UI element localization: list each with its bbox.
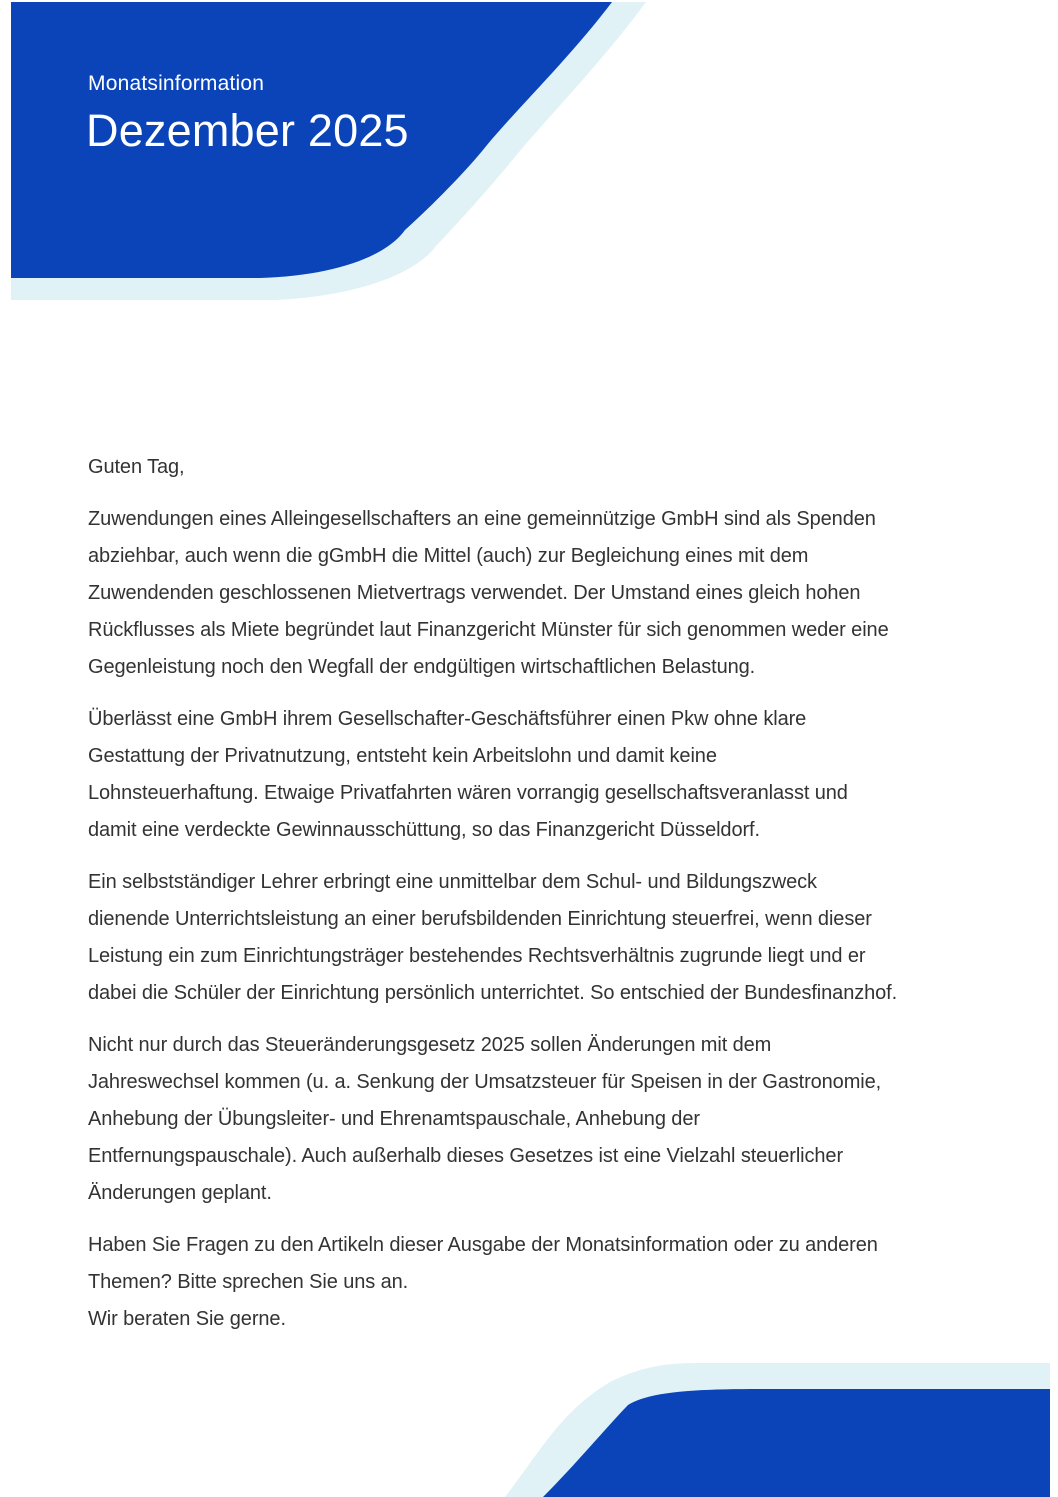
page-title: Dezember 2025: [86, 105, 409, 156]
paragraph-steueraenderungsgesetz: Nicht nur durch das Steueränderungsgesetz 2025 sollen Änderungen mit dem Jahreswechsel kommen (u. a. Senkung der Umsatzsteuer für Speisen in der Gastronomie, Anhebung der Übungsleiter- und Ehrenamtspauschale, Anhebung der Entfernungspauschale). Auch außerhalb dieses Gesetzes ist eine Vielzahl steuerlicher Änderungen geplant.: [88, 1034, 882, 1204]
paragraph-closing: Haben Sie Fragen zu den Artikeln dieser Ausgabe der Monatsinformation oder zu anderen Themen? Bitte sprechen Sie uns an. Wir beraten Sie gerne.: [88, 1234, 878, 1330]
header-text-block: [88, 70, 409, 157]
greeting-line: Guten Tag,: [88, 456, 185, 478]
paragraph-lehrer: Ein selbstständiger Lehrer erbringt eine unmittelbar dem Schul- und Bildungszweck dienende Unterrichtsleistung an einer berufsbildenden Einrichtung steuerfrei, wenn dieser Leistung ein zum Einrichtungsträger bestehendes Rechtsverhältnis zugrunde liegt und er dabei die Schüler der Einrichtung persönlich unterrichtet. So entschied der Bundesfinanzhof.: [88, 871, 898, 1004]
newsletter-type-label: Monatsinformation: [88, 72, 265, 95]
paragraph-donations: Zuwendungen eines Alleingesellschafters an eine gemeinnützige GmbH sind als Spenden abziehbar, auch wenn die gGmbH die Mittel (auch) zur Begleichung eines mit dem Zuwendenden geschlossenen Mietvertrags verwendet. Der Umstand eines gleich hohen Rückflusses als Miete begründet laut Finanzgericht Münster für sich genommen weder eine Gegenleistung noch den Wegfall der endgültigen wirtschaftlichen Belastung.: [88, 508, 889, 678]
letter-body: [88, 449, 968, 1353]
footer-wave-shape: [0, 1357, 1058, 1497]
paragraph-pkw: Überlässt eine GmbH ihrem Gesellschafter-Geschäftsführer einen Pkw ohne klare Gestattung der Privatnutzung, entsteht kein Arbeitslohn und damit keine Lohnsteuerhaftung. Etwaige Privatfahrten wären vorrangig gesellschaftsveranlasst und damit eine verdeckte Gewinnausschüttung, so das Finanzgericht Düsseldorf.: [88, 708, 848, 841]
